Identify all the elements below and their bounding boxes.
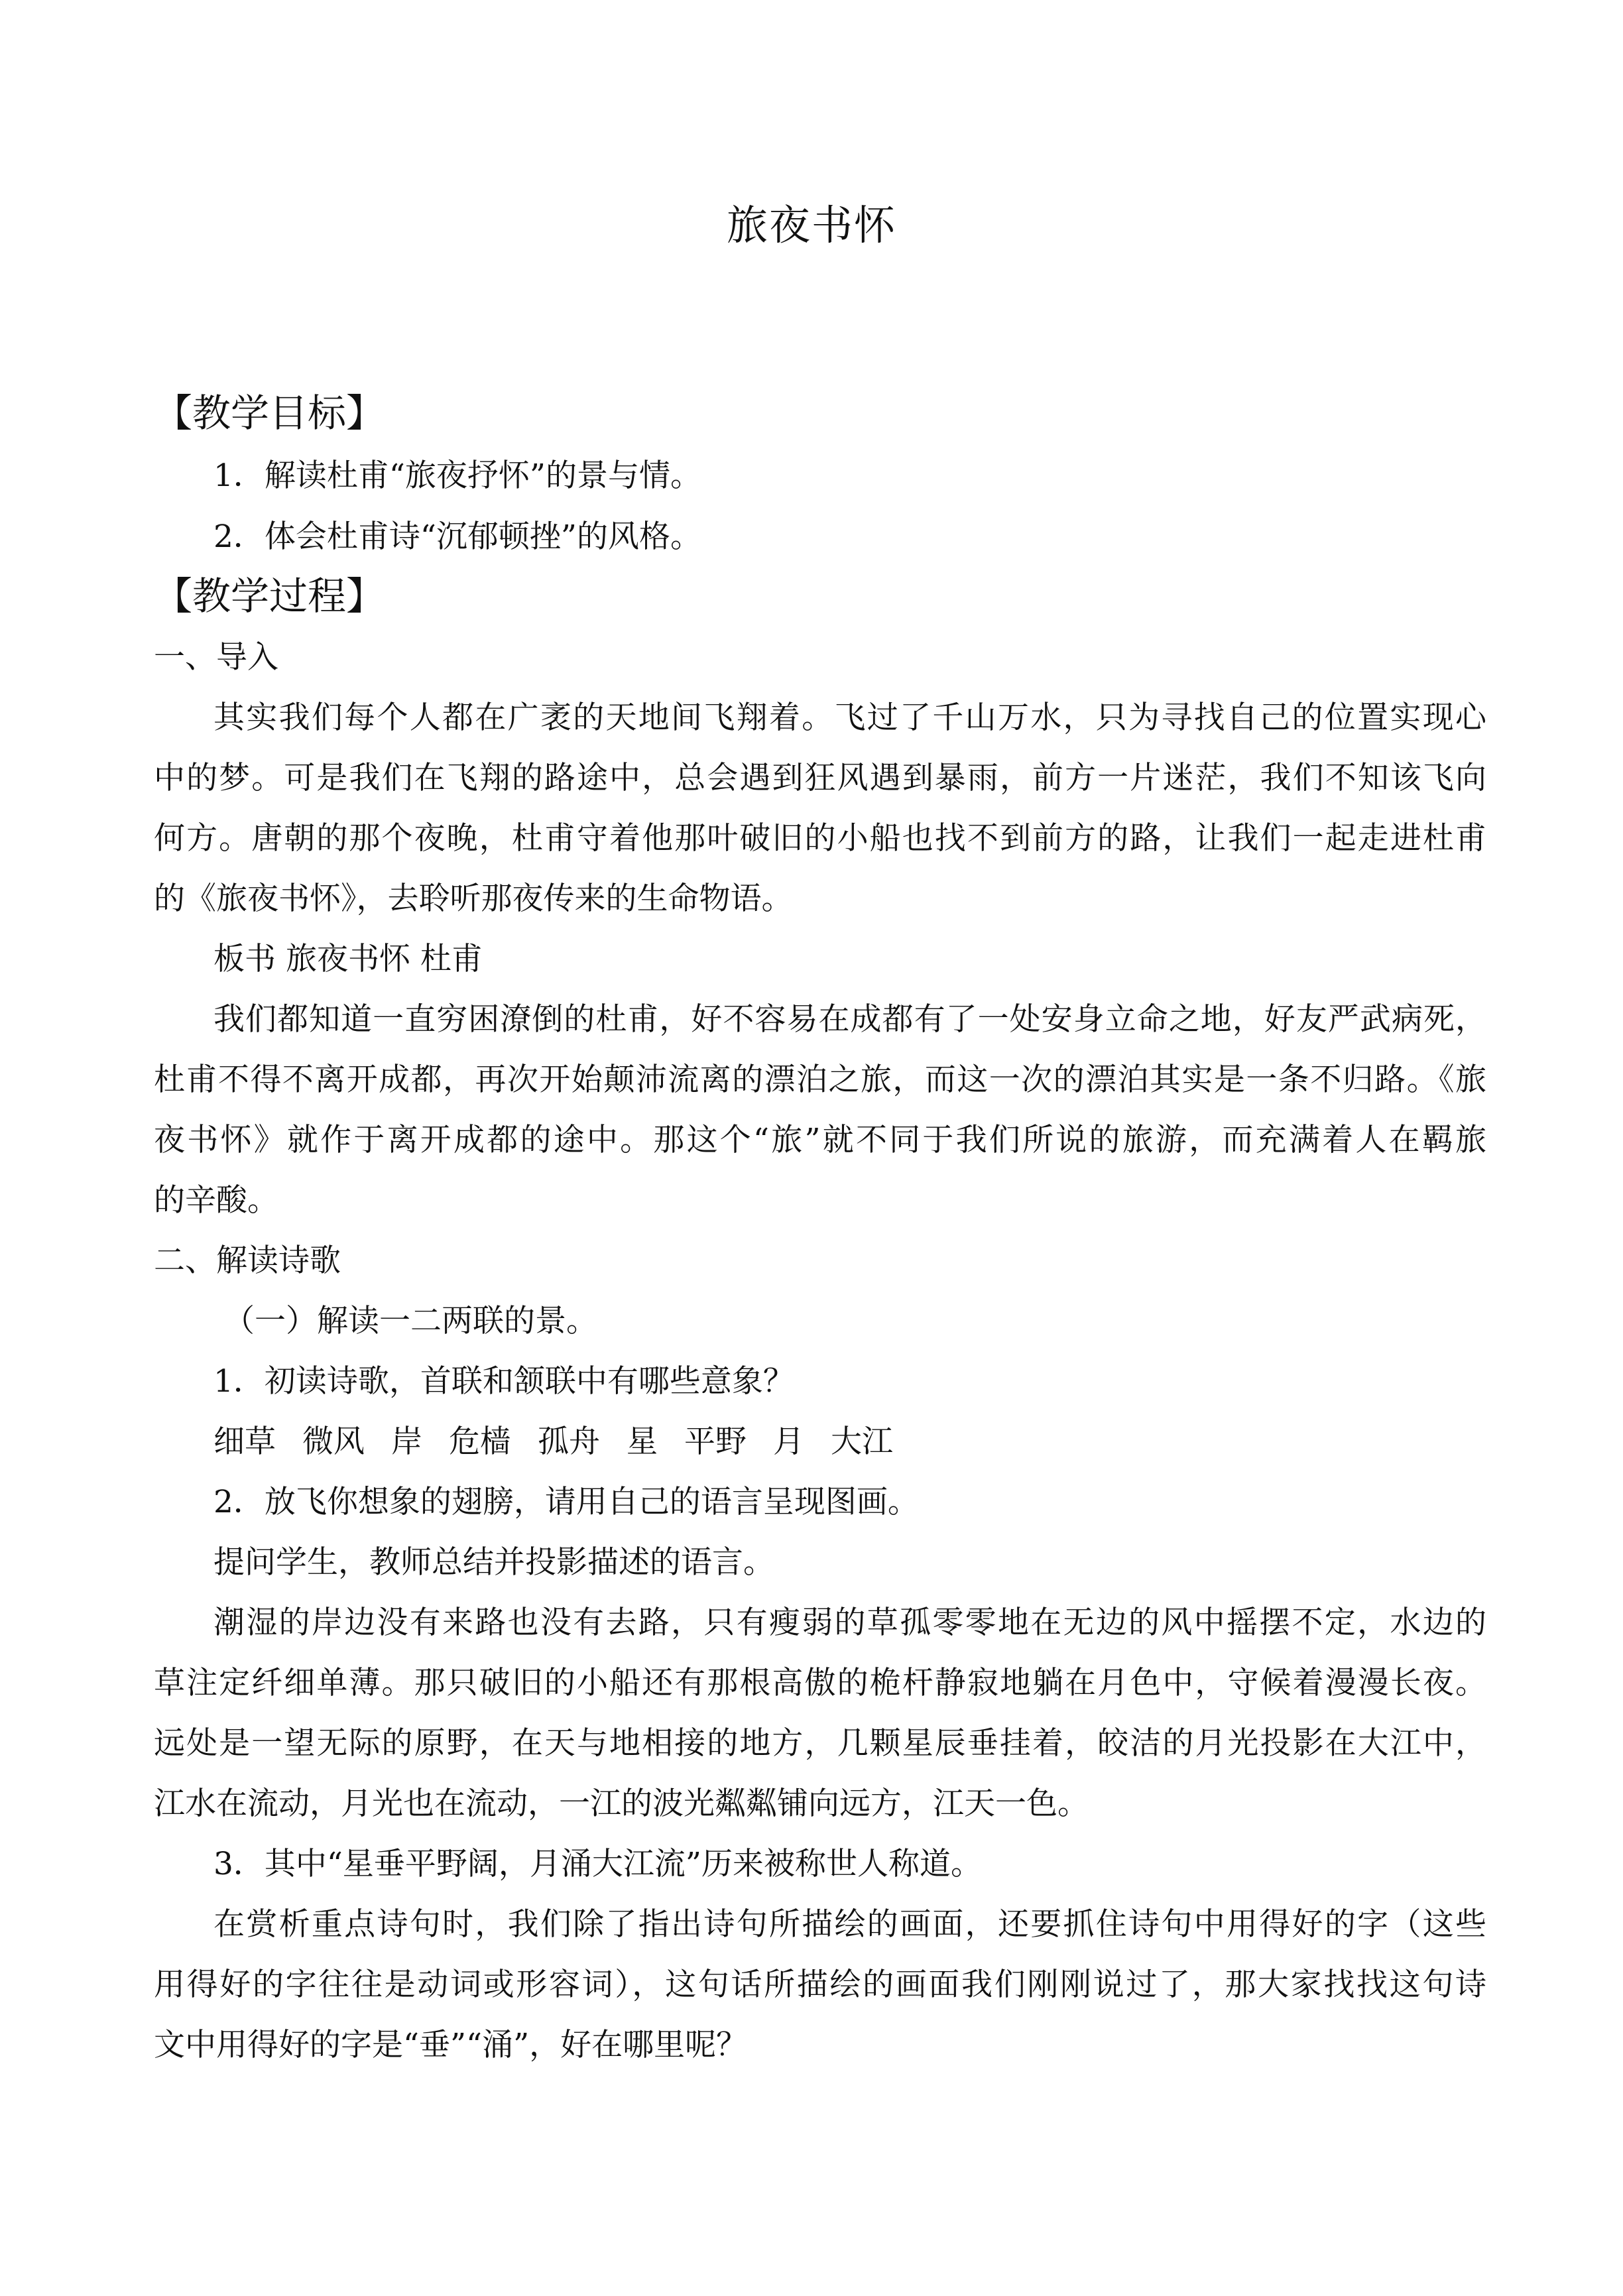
imagery-item: 月: [773, 1423, 804, 1460]
imagery-item: 岸: [391, 1423, 422, 1460]
intro-paragraph-line-2: 中的梦。可是我们在飞翔的路途中，总会遇到狂风遇到暴雨，前方一片迷茫，我们不知该飞向: [154, 760, 1486, 796]
imagery-item: 平野: [684, 1423, 747, 1460]
scene-paragraph-line-2: 草注定纤细单薄。那只破旧的小船还有那根高傲的桅杆静寂地躺在月色中，守候着漫漫长夜。: [154, 1665, 1486, 1701]
analysis-paragraph-line-2: 用得好的字往往是动词或形容词），这句话所描绘的画面我们刚刚说过了，那大家找找这句诗: [154, 1966, 1486, 2003]
imagery-item: 微风: [302, 1423, 365, 1460]
imagery-item: 细草: [213, 1423, 276, 1460]
intro-paragraph-line-4: 的《旅夜书怀》，去聆听那夜传来的生命物语。: [154, 880, 793, 917]
imagery-item: 孤舟: [538, 1423, 600, 1460]
section-heading-process: 【教学过程】: [154, 574, 385, 619]
analysis-paragraph-line-3: 文中用得好的字是“垂”“涌”，好在哪里呢？: [154, 2027, 748, 2063]
goal-item-1: 1．解读杜甫“旅夜抒怀”的景与情。: [213, 457, 701, 494]
background-paragraph-line-2: 杜甫不得不离开成都，再次开始颠沛流离的漂泊之旅，而这一次的漂泊其实是一条不归路。《旅: [154, 1061, 1486, 1098]
document-title: 旅夜书怀: [726, 201, 896, 249]
question-3: 3．其中“星垂平野阔，月涌大江流”历来被称世人称道。: [213, 1846, 982, 1882]
goal-item-2: 2．体会杜甫诗“沉郁顿挫”的风格。: [213, 518, 701, 555]
scene-paragraph-line-4: 江水在流动，月光也在流动，一江的波光粼粼铺向远方，江天一色。: [154, 1785, 1089, 1822]
intro-paragraph-line-3: 何方。唐朝的那个夜晚，杜甫守着他那叶破旧的小船也找不到前方的路，让我们一起走进杜甫: [154, 820, 1486, 857]
subsection-heading-1: （一）解读一二两联的景。: [223, 1303, 597, 1339]
scene-paragraph-line-3: 远处是一望无际的原野，在天与地相接的地方，几颗星辰垂挂着，皎洁的月光投影在大江中，: [154, 1725, 1486, 1762]
scene-paragraph-line-1: 潮湿的岸边没有来路也没有去路，只有瘦弱的草孤零零地在无边的风中摇摆不定，水边的: [213, 1604, 1486, 1641]
imagery-item: 危樯: [449, 1423, 511, 1460]
imagery-item: 星: [627, 1423, 658, 1460]
imagery-list: [213, 1421, 1486, 1463]
imagery-item: 大江: [831, 1423, 893, 1460]
part-heading-reading: 二、解读诗歌: [154, 1242, 341, 1279]
question-1: 1．初读诗歌，首联和颔联中有哪些意象？: [213, 1363, 794, 1400]
background-paragraph-line-3: 夜书怀》就作于离开成都的途中。那这个“旅”就不同于我们所说的旅游，而充满着人在羁旅: [154, 1122, 1486, 1158]
background-paragraph-line-4: 的辛酸。: [154, 1182, 278, 1219]
question-2-note: 提问学生，教师总结并投影描述的语言。: [213, 1544, 774, 1581]
question-2: 2．放飞你想象的翅膀，请用自己的语言呈现图画。: [213, 1484, 919, 1520]
analysis-paragraph-line-1: 在赏析重点诗句时，我们除了指出诗句所描绘的画面，还要抓住诗句中用得好的字（这些: [213, 1906, 1486, 1943]
intro-paragraph-line-1: 其实我们每个人都在广袤的天地间飞翔着。飞过了千山万水，只为寻找自己的位置实现心: [213, 699, 1486, 736]
background-paragraph-line-1: 我们都知道一直穷困潦倒的杜甫，好不容易在成都有了一处安身立命之地，好友严武病死，: [213, 1001, 1486, 1038]
board-note: 板书 旅夜书怀 杜甫: [213, 941, 483, 977]
section-heading-goals: 【教学目标】: [154, 391, 385, 436]
part-heading-intro: 一、导入: [154, 639, 278, 676]
